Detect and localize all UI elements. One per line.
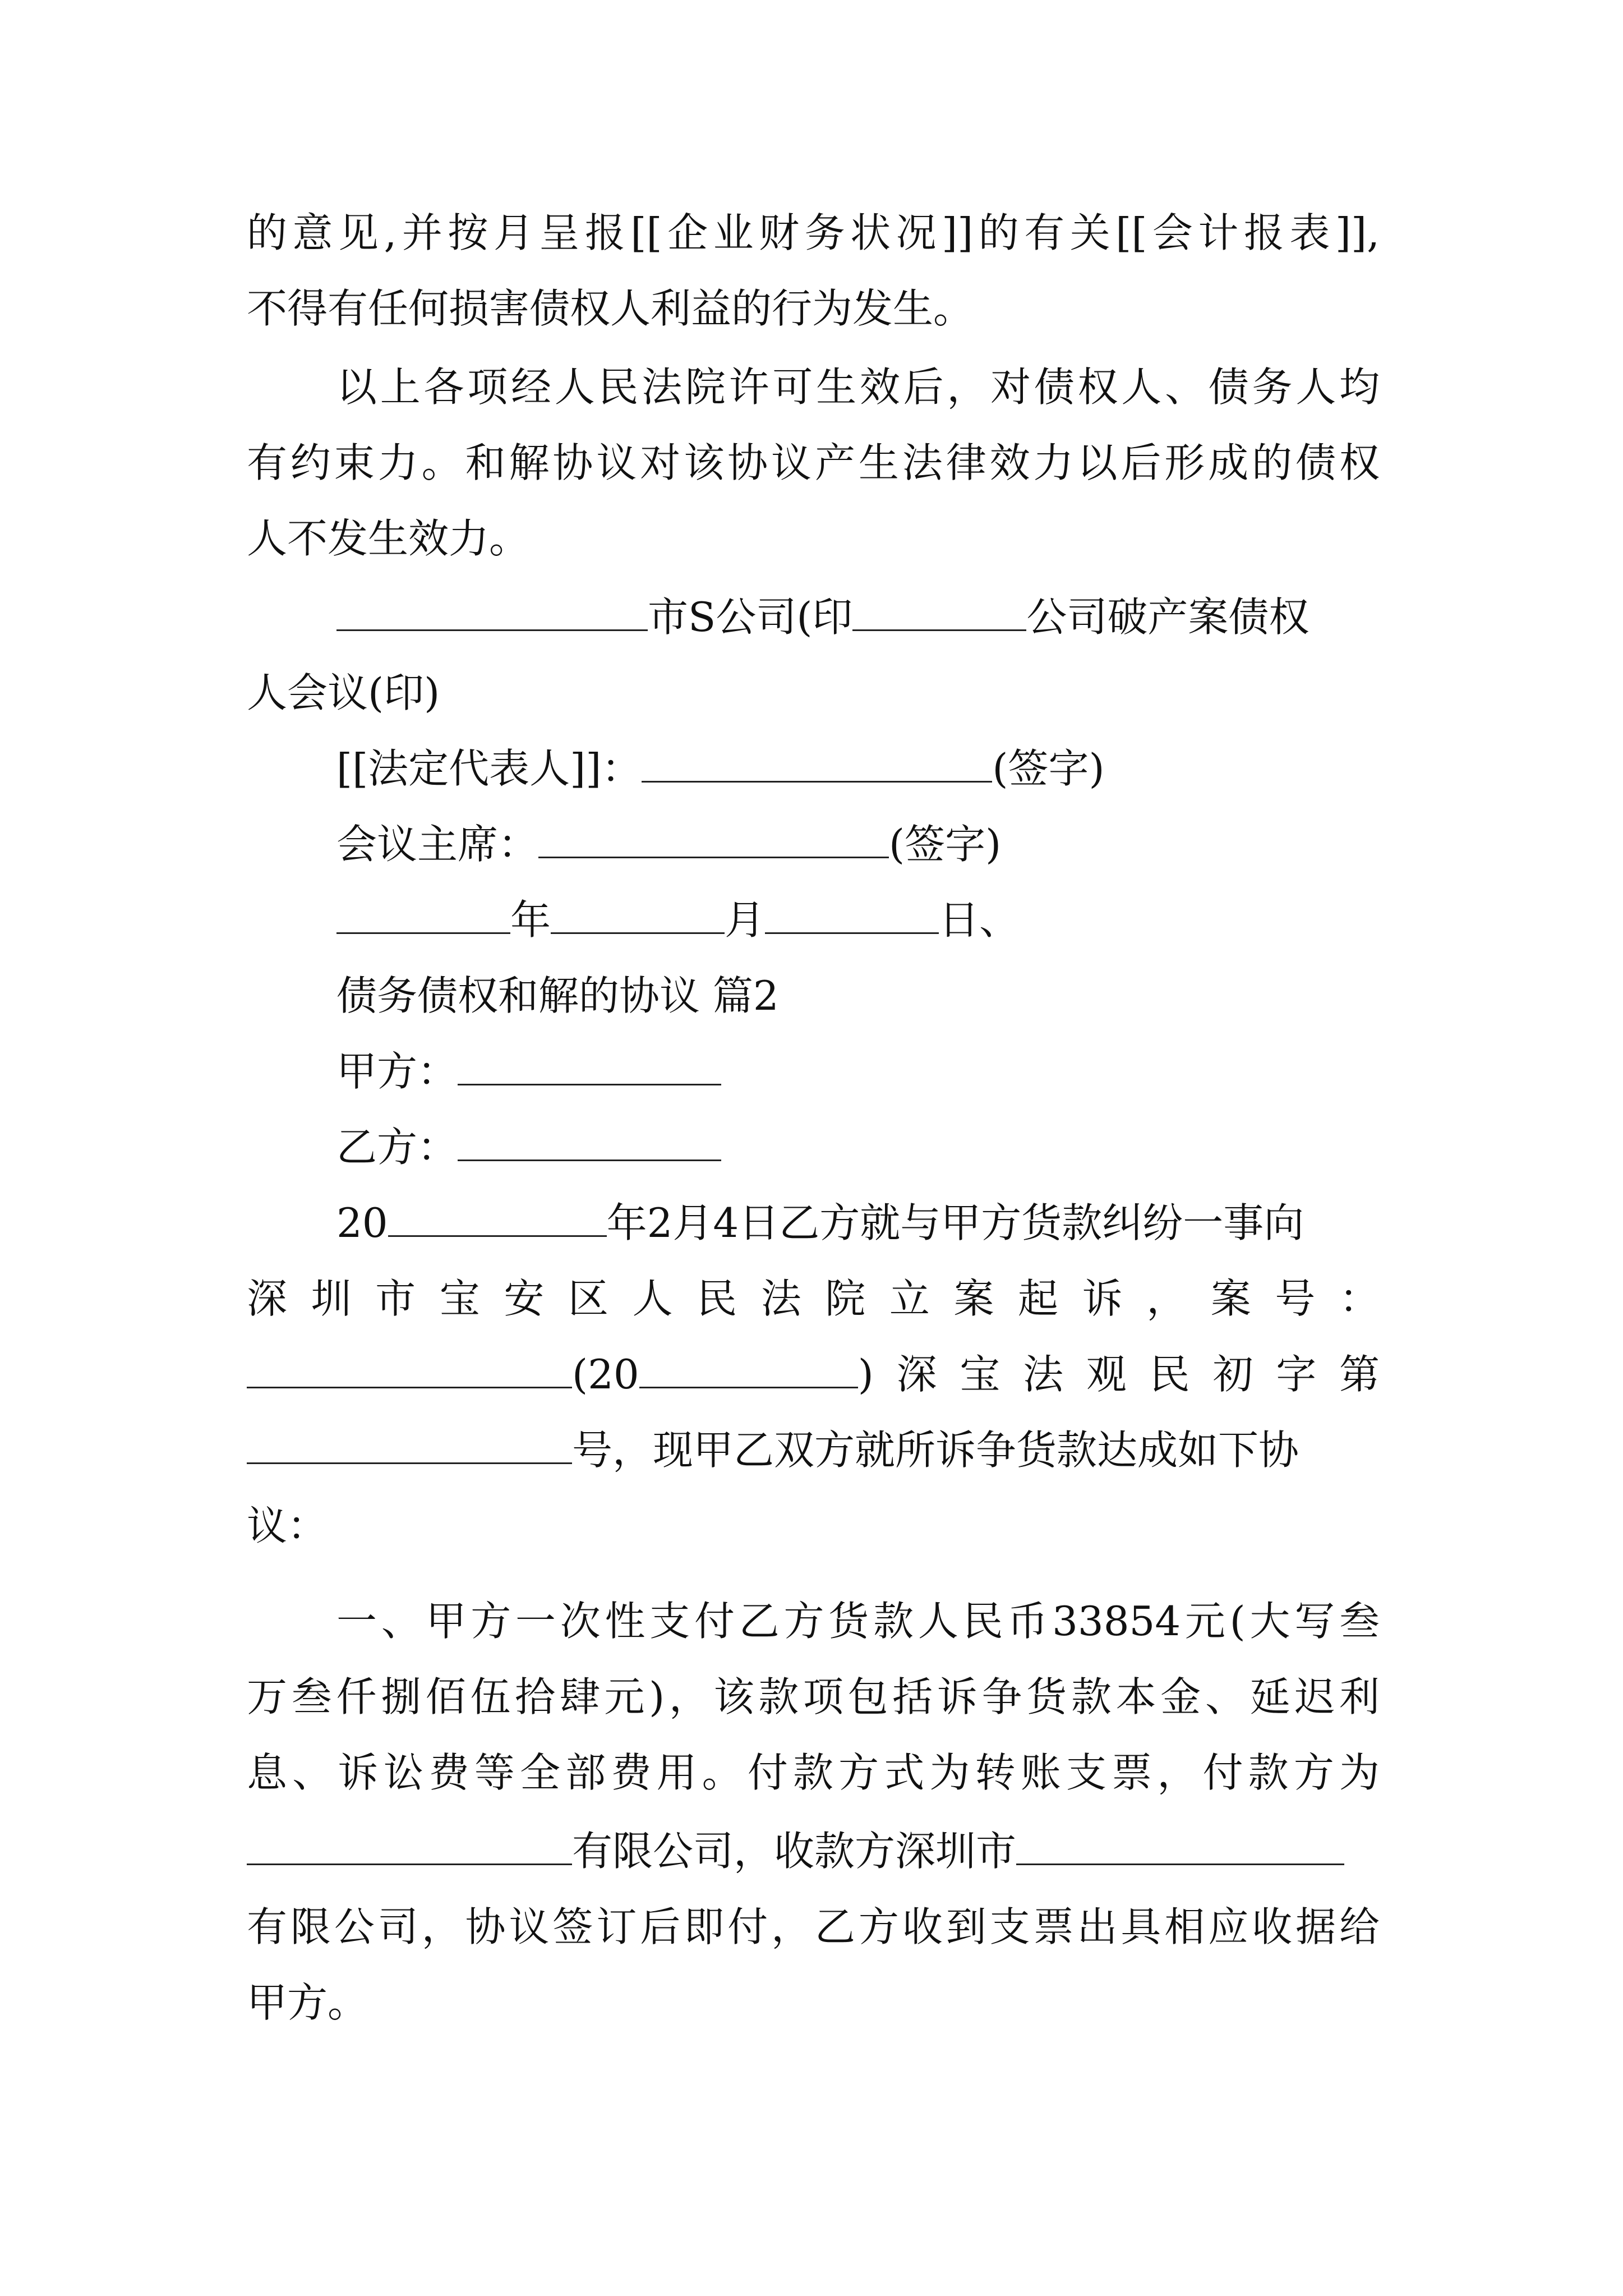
blank-field (639, 1349, 858, 1388)
text-line: 有限公司，协议签订后即付，乙方收到支票出具相应收据给 (247, 1903, 1380, 1950)
blank-field (388, 1197, 607, 1237)
text-line: 有约束力。和解协议对该协议产生法律效力以后形成的债权 (247, 439, 1380, 486)
text-line: 人不发生效力。 (247, 515, 530, 562)
blank-field (538, 818, 889, 858)
text-line: 甲方。 (247, 1979, 368, 2026)
text-line: 以上各项经人民法院许可生效后，对债权人、债务人均 (336, 364, 1380, 411)
signature-line: [[法定代表人]]： (签字) (336, 740, 1380, 797)
blank-field (458, 1121, 721, 1161)
date-line: 年 月 日、 (336, 892, 1380, 948)
blank-field (336, 894, 510, 934)
text-line: 一、甲方一次性支付乙方货款人民币33854元(大写叁 (336, 1598, 1380, 1645)
text-line: 20 年2月4日乙方就与甲方货款纠纷一事向 (336, 1195, 1380, 1251)
blank-field (852, 591, 1026, 631)
party-b-line: 乙方： (336, 1119, 1380, 1175)
blank-field (336, 591, 648, 631)
text-line: 万叁仟捌佰伍拾肆元)，该款项包括诉争货款本金、延迟利 (247, 1673, 1380, 1720)
blank-field (247, 1825, 572, 1865)
text-line: 议： (247, 1502, 328, 1549)
text-line: 的意见,并按月呈报[[企业财务状况]]的有关[[会计报表]], (247, 209, 1380, 256)
case-number-line: (20 )深宝法观民初字第 (247, 1346, 1380, 1402)
blank-field (642, 743, 992, 783)
signature-line: 市S公司(印 公司破产案债权 (336, 589, 1380, 645)
text-line: 号，现甲乙双方就所诉争货款达成如下协 (247, 1422, 1380, 1478)
blank-field (247, 1424, 572, 1464)
party-a-line: 甲方： (336, 1043, 1380, 1099)
blank-field (1016, 1825, 1344, 1865)
section-heading: 债务债权和解的协议 篇2 (336, 972, 779, 1019)
blank-field (458, 1046, 721, 1085)
blank-field (765, 894, 939, 934)
text-line: 人会议(印) (247, 669, 440, 716)
text-line: 不得有任何损害债权人利益的行为发生。 (247, 285, 974, 332)
signature-line: 会议主席： (签字) (336, 816, 1380, 872)
blank-field (247, 1349, 572, 1388)
text-line: 息、诉讼费等全部费用。付款方式为转账支票，付款方为 (247, 1749, 1380, 1796)
payee-line: 有限公司，收款方深圳市 (247, 1823, 1380, 1879)
blank-field (551, 894, 725, 934)
text-line: 深圳市宝安区人民法院立案起诉，案号： (247, 1275, 1380, 1322)
